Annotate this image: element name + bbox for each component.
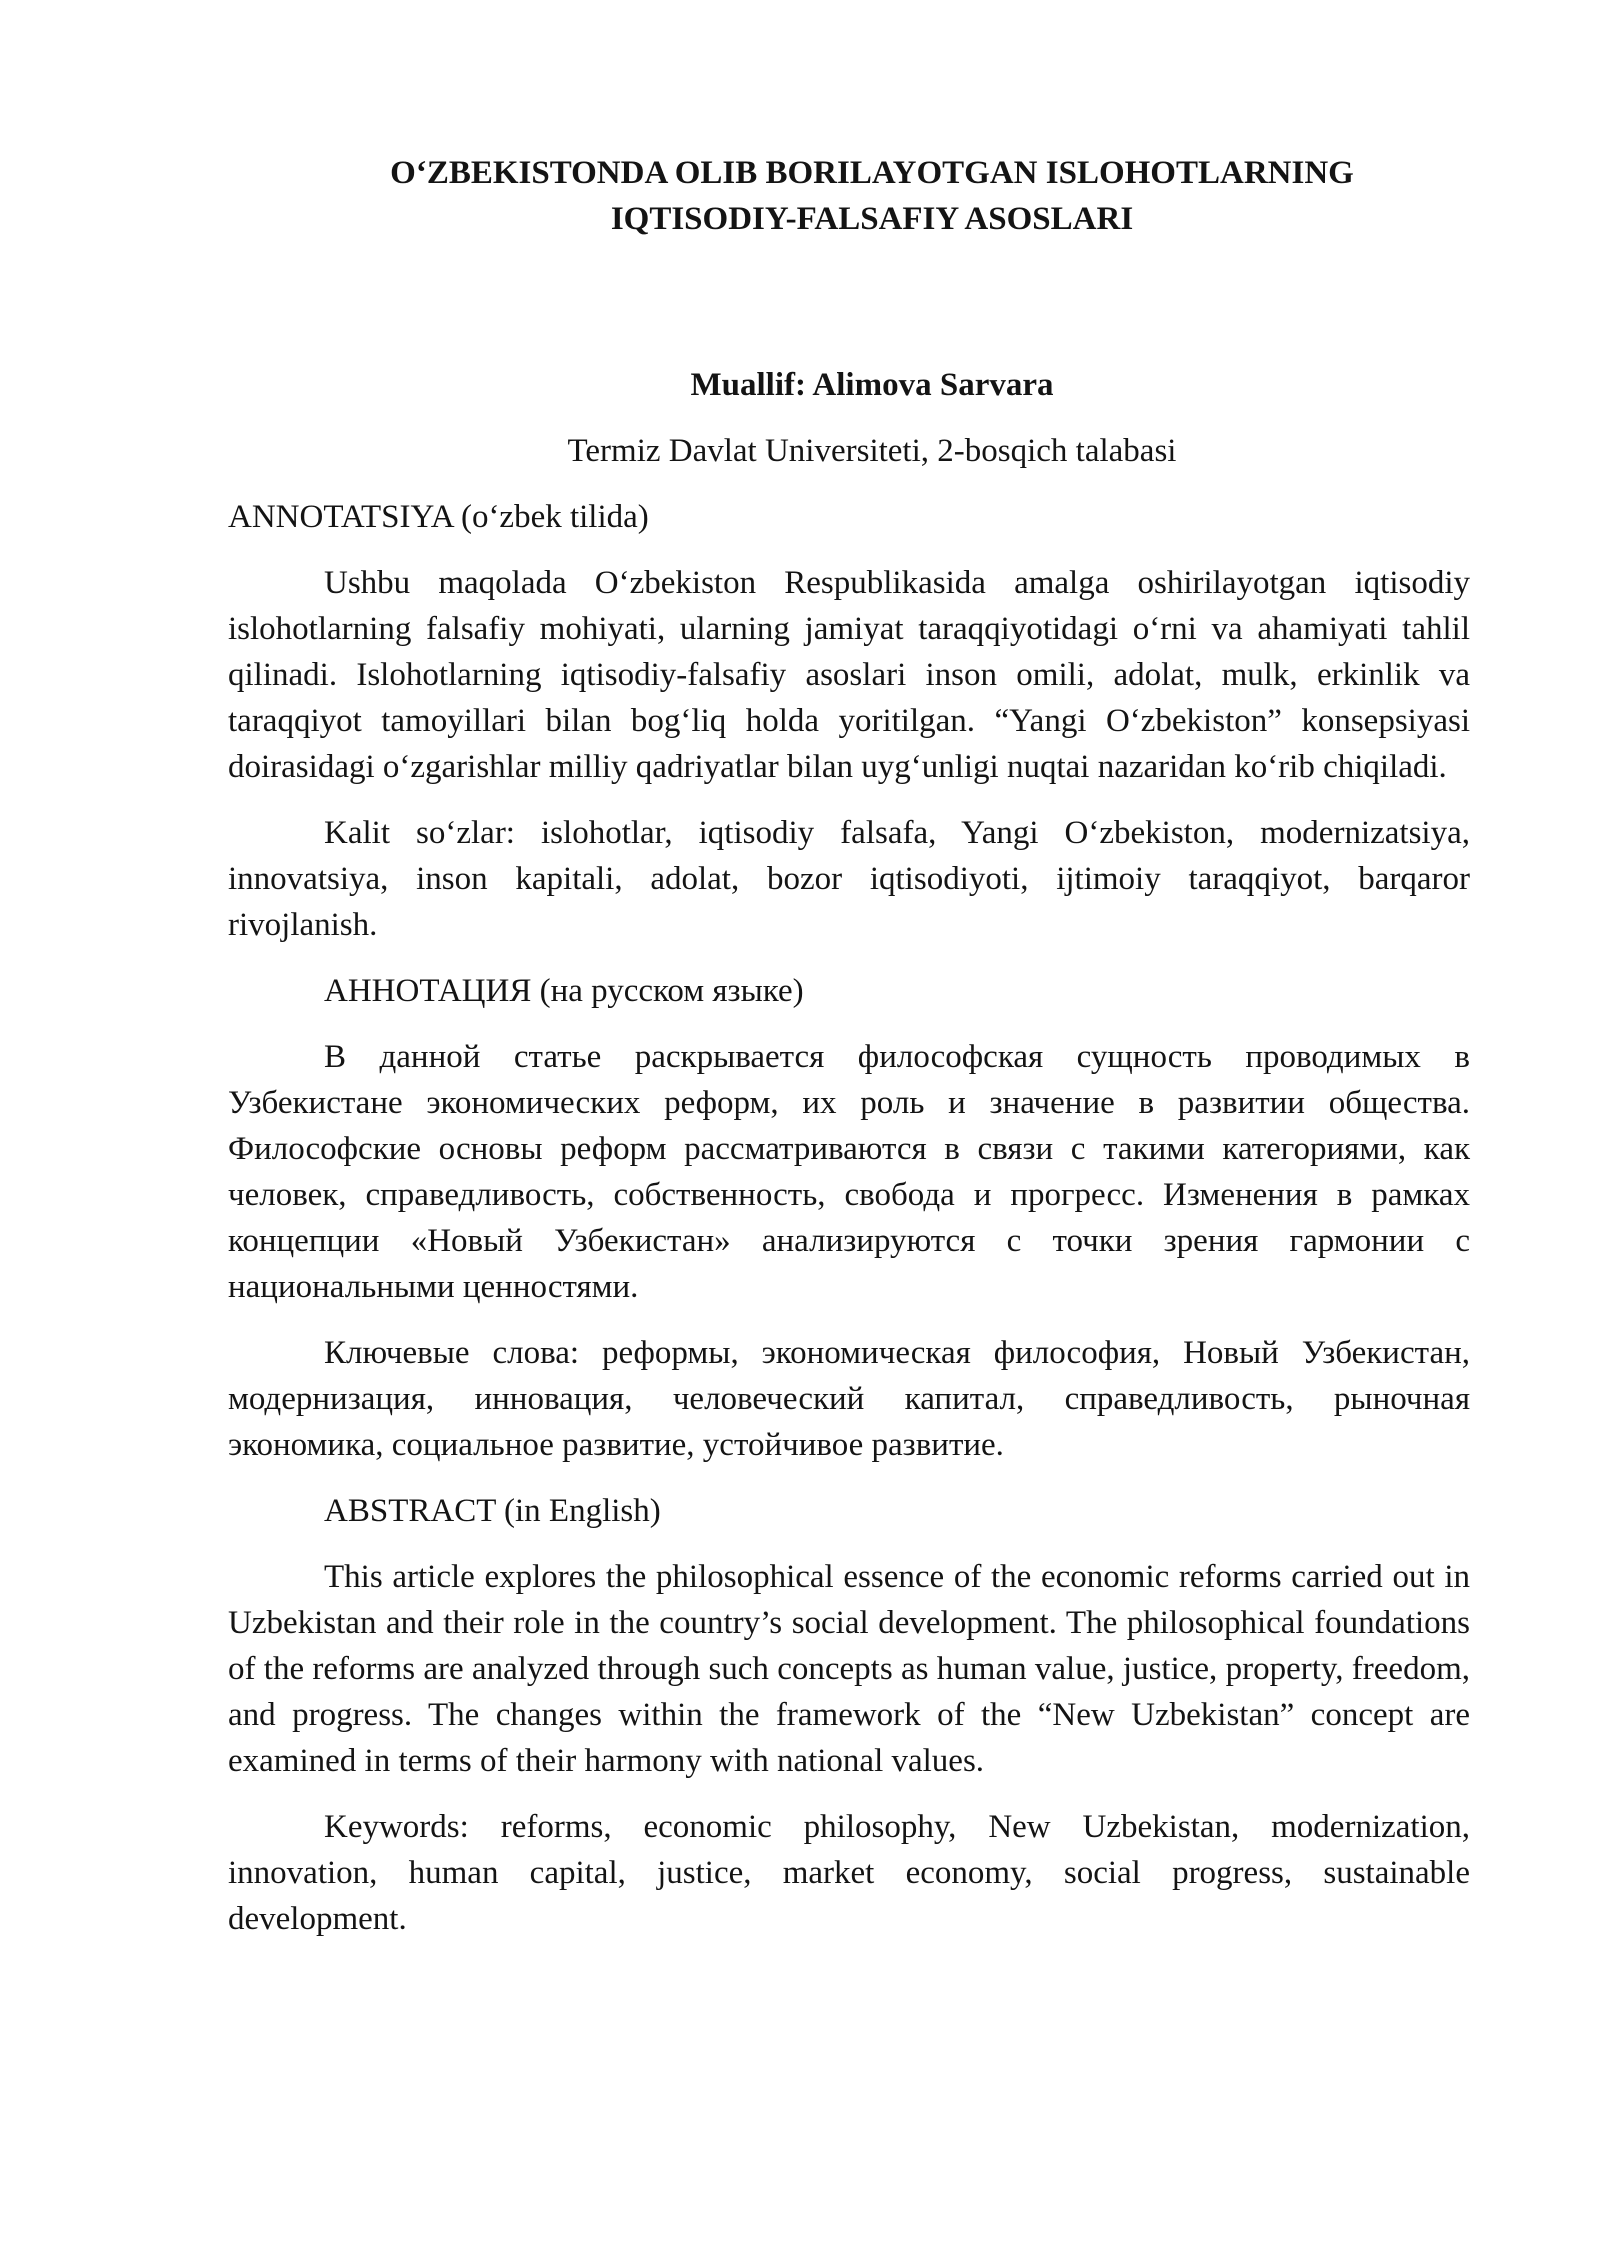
article-title-line-2: IQTISODIY-FALSAFIY ASOSLARI: [610, 201, 1134, 237]
author-name: Muallif: Alimova Sarvara: [690, 367, 1054, 403]
article-title: [228, 150, 1470, 242]
uz-keywords: Kalit so‘zlar: islohotlar, iqtisodiy falsafa, Yangi O‘zbekiston, modernizatsiya, innovatsiya, inson kapitali, adolat, bozor iqtisodiyoti, ijtimoiy taraqqiyot, barqaror rivojlanish.: [228, 815, 1470, 943]
en-abstract-heading: ABSTRACT (in English): [324, 1493, 661, 1529]
ru-abstract-heading: АННОТАЦИЯ (на русском языке): [324, 973, 804, 1009]
uz-abstract-text: Ushbu maqolada O‘zbekiston Respublikasida amalga oshirilayotgan iqtisodiy islohotlarning falsafiy mohiyati, ularning jamiyat taraqqiyotidagi o‘rni va ahamiyati tahlil qilinadi. Islohotlarning iqtisodiy-falsafiy asoslari inson omili, adolat, mulk, erkinlik va taraqqiyot tamoyillari bilan bog‘liq holda yoritilgan. “Yangi O‘zbekiston” konsepsiyasi doirasidagi o‘zgarishlar milliy qadriyatlar bilan uyg‘unligi nuqtai nazaridan ko‘rib chiqiladi.: [228, 565, 1470, 785]
en-abstract-text: This article explores the philosophical essence of the economic reforms carried out in Uzbekistan and their role in the country’s social development. The philosophical foundations of the reforms are analyzed through such concepts as human value, justice, property, freedom, and progress. The changes within the framework of the “New Uzbekistan” concept are examined in terms of their harmony with national values.: [228, 1559, 1470, 1779]
ru-keywords: Ключевые слова: реформы, экономическая философия, Новый Узбекистан, модернизация, инновация, человеческий капитал, справедливость, рыночная экономика, социальное развитие, устойчивое развитие.: [228, 1335, 1470, 1463]
article-title-line-1: O‘ZBEKISTONDA OLIB BORILAYOTGAN ISLOHOTLARNING: [390, 155, 1354, 191]
document-page: [228, 150, 1470, 1942]
author-affiliation: Termiz Davlat Universiteti, 2-bosqich talabasi: [567, 433, 1177, 469]
ru-abstract-text: В данной статье раскрывается философская сущность проводимых в Узбекистане экономических реформ, их роль и значение в развитии общества. Философские основы реформ рассматриваются в связи с такими категориями, как человек, справедливость, собственность, свобода и прогресс. Изменения в рамках концепции «Новый Узбекистан» анализируются с точки зрения гармонии с национальными ценностями.: [228, 1039, 1470, 1305]
uz-abstract-heading: ANNOTATSIYA (o‘zbek tilida): [228, 499, 649, 535]
en-keywords: Keywords: reforms, economic philosophy, New Uzbekistan, modernization, innovation, human capital, justice, market economy, social progress, sustainable development.: [228, 1809, 1470, 1937]
